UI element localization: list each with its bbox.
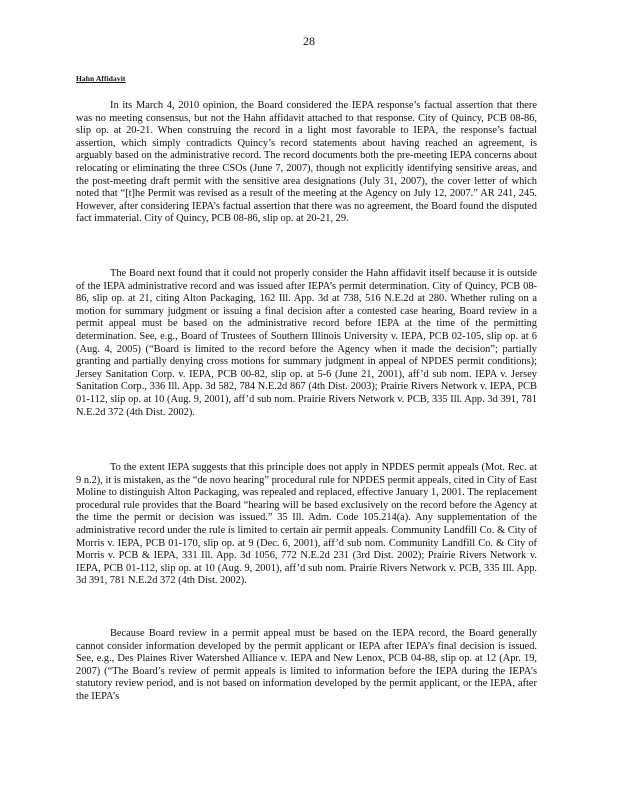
paragraph-2: [76, 268, 537, 419]
paragraph-1-text: In its March 4, 2010 opinion, the Board considered the IEPA response’s factual assertion that there was no meeting consensus, but not the Hahn affidavit attached to that response. City of Quincy, PCB 08-86, slip op. at 20-21. When construing the record in a light most favorable to IEPA, the response’s factual assertion, which simply contradicts Quincy’s record statements about having reached an agreement, is arguably based on the administrative record. The record documents both the pre-meeting IEPA concerns about relocating or eliminating the three CSOs (June 7, 2007), though not explicitly identifying sensitive areas, and the post-meeting draft permit with the sensitive area designations (July 31, 2007), the cover letter of which noted that “[t]he Permit was revised as a result of the meeting at the Agency on July 12, 2007.” AR 241, 245. However, after considering IEPA’s factual assertion that there was no agreement, the Board found the disputed fact immaterial. City of Quincy, PCB 08-86, slip op. at 20-21, 29.: [76, 100, 537, 225]
paragraph-2-text: The Board next found that it could not properly consider the Hahn affidavit itself because it is outside of the IEPA administrative record and was issued after IEPA’s permit determination. City of Quincy, PCB 08-86, slip op. at 21, citing Alton Packaging, 162 Ill. App. 3d at 738, 516 N.E.2d at 280. Whether ruling on a motion for summary judgment or issuing a final decision after a contested case hearing, Board review in a permit appeal must be based on the administrative record before IEPA at the time of the permitting determination. See, e.g., Board of Trustees of Southern Illinois University v. IEPA, PCB 02-105, slip op. at 6 (Aug. 4, 2005) (“Board is limited to the record before the Agency when it made the decision”; partially granting and partially denying cross motions for summary judgment in appeal of NPDES permit conditions); Jersey Sanitation Corp. v. IEPA, PCB 00-82, slip op. at 5-6 (June 21, 2001), aff’d sub nom. IEPA v. Jersey Sanitation Corp., 336 Ill. App. 3d 582, 784 N.E.2d 867 (4th Dist. 2003); Prairie Rivers Network v. IEPA, PCB 01-112, slip op. at 10 (Aug. 9, 2001), aff’d sub nom. Prairie Rivers Network v. PCB, 335 Ill. App. 3d 391, 781 N.E.2d 372 (4th Dist. 2002).: [76, 268, 537, 418]
paragraph-3: [76, 462, 537, 588]
paragraph-3-text: To the extent IEPA suggests that this principle does not apply in NPDES permit appeals (Mot. Rec. at 9 n.2), it is mistaken, as the “de novo hearing” procedural rule for NPDES permit appeals, cited in City of East Moline to distinguish Alton Packaging, was repealed and replaced, effective January 1, 2001. The replacement procedural rule provides that the Board “hearing will be based exclusively on the record before the Agency at the time the permit or decision was issued.” 35 Ill. Adm. Code 105.214(a). Any supplementation of the administrative record under the rule is limited to certain air permit appeals. Community Landfill Co. & City of Morris v. IEPA, PCB 01-170, slip op. at 9 (Dec. 6, 2001), aff’d sub nom. Community Landfill Co. & City of Morris v. PCB & IEPA, 331 Ill. App. 3d 1056, 772 N.E.2d 231 (3rd Dist. 2002); Prairie Rivers Network v. IEPA, PCB 01-112, slip op. at 10 (Aug. 9, 2001), aff’d sub nom. Prairie Rivers Network v. PCB, 335 Ill. App. 3d 391, 781 N.E.2d 372 (4th Dist. 2002).: [76, 462, 537, 587]
page-number: 28: [303, 34, 315, 48]
section-heading: Hahn Affidavit: [76, 74, 126, 83]
paragraph-1: [76, 100, 537, 226]
paragraph-4-text: Because Board review in a permit appeal must be based on the IEPA record, the Board generally cannot consider information developed by the permit applicant or IEPA after IEPA’s final decision is issued. See, e.g., Des Plaines River Watershed Alliance v. IEPA and New Lenox, PCB 04-88, slip op. at 12 (Apr. 19, 2007) (“The Board’s review of permit appeals is limited to information before the IEPA during the IEPA’s statutory review period, and is not based on information developed by the permit applicant, or the IEPA, after the IEPA’s: [76, 628, 537, 702]
paragraph-4: [76, 628, 537, 704]
